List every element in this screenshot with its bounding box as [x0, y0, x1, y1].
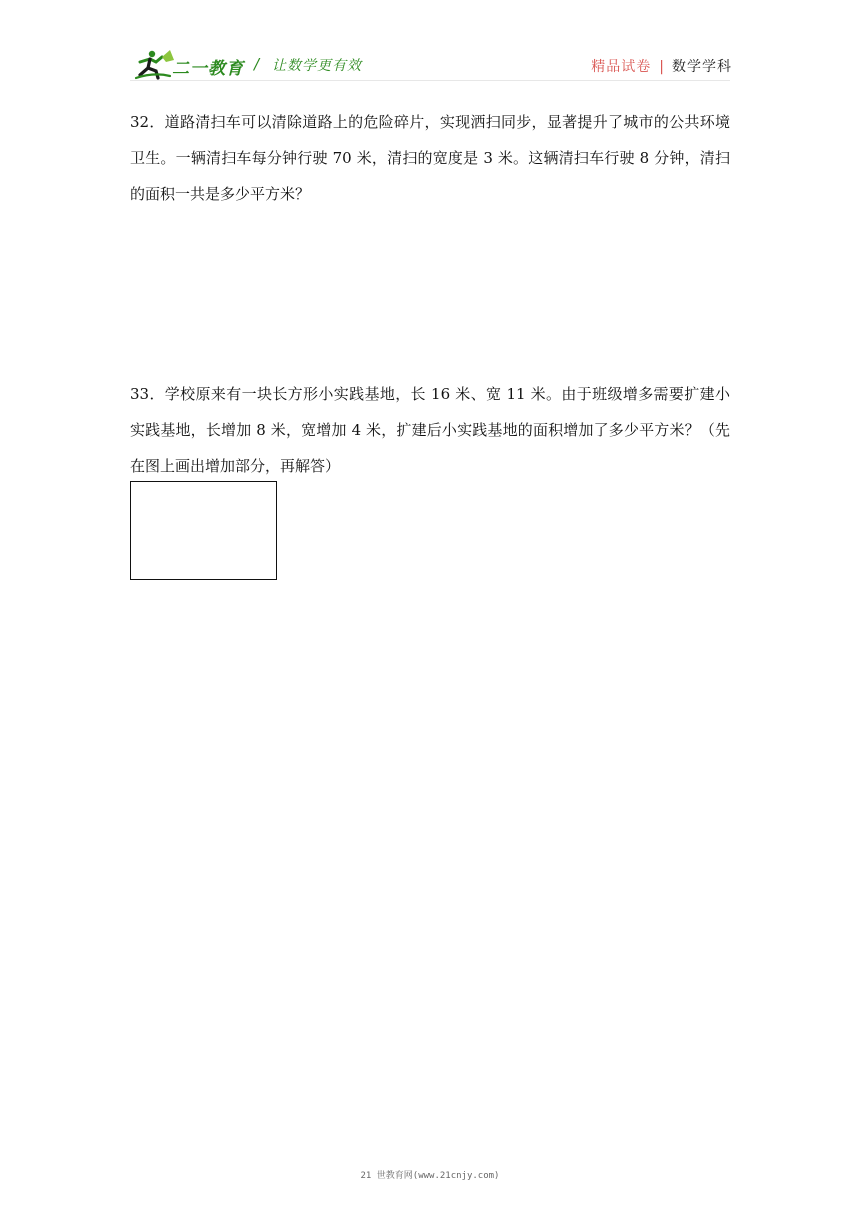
- tag-separator: |: [659, 59, 664, 75]
- question-32: 32．道路清扫车可以清除道路上的危险碎片，实现洒扫同步，显著提升了城市的公共环境卫生。一辆清扫车每分钟行驶 70 米，清扫的宽度是 3 米。这辆清扫车行驶 8 分钟，清扫的面积一共是多少平方米？: [130, 113, 730, 203]
- subject-label: 数学学科: [672, 59, 732, 75]
- slogan-separator: /: [254, 55, 260, 73]
- rectangle-figure: [130, 481, 277, 580]
- brand-name: 二一教育: [172, 59, 244, 79]
- page-footer: 21 世教育网(www.21cnjy.com): [360, 1171, 500, 1181]
- page-header: [0, 0, 860, 100]
- slogan: 让数学更有效: [272, 58, 362, 74]
- paper-tag: [591, 56, 732, 76]
- question-33: 33．学校原来有一块长方形小实践基地，长 16 米、宽 11 米。由于班级增多需要扩建小实践基地，长增加 8 米，宽增加 4 米，扩建后小实践基地的面积增加了多少平方米？（先在图上画出增加部分，再解答）: [130, 385, 730, 475]
- paper-quality-label: 精品试卷: [591, 59, 652, 75]
- header-divider: [130, 80, 730, 81]
